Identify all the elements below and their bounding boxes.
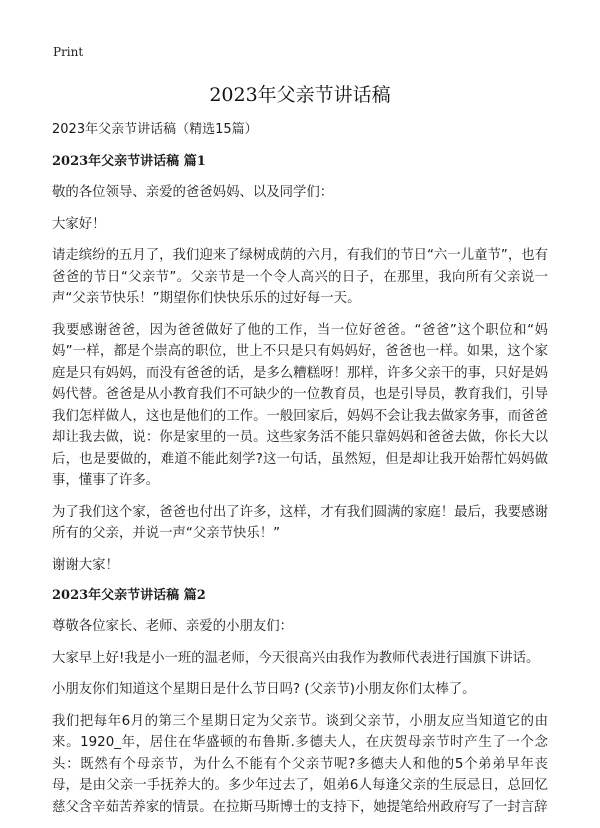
section-heading: 2023年父亲节讲话稿 篇2 — [52, 588, 206, 603]
body-paragraph: 大家早上好!我是小一班的温老师，今天很高兴由我作为教师代表进行国旗下讲话。 — [52, 650, 540, 666]
section-2 — [52, 586, 548, 818]
section-heading: 2023年父亲节讲话稿 篇1 — [52, 154, 206, 169]
document-title: 2023年父亲节讲话稿 — [209, 84, 391, 106]
greeting-paragraph: 敬的各位领导、亲爱的爸爸妈妈、以及同学们： — [52, 185, 334, 200]
body-paragraph: 我要感谢爸爸，因为爸爸做好了他的工作，当一位好爸爸。“爸爸”这个职位和“妈妈”一样，都是个崇高的职位，世上不只是只有妈妈好，爸爸也一样。如果，这个家庭是只有妈妈，而没有爸爸的话，是多么糟糕呀！那样，许多父亲干的事，只好是妈妈代替。爸爸是从小教育我们不可缺少的一位教育员，也是引导员，教育我们，引导我们怎样做人，这也是他们的工作。一般回家后，妈妈不会让我去做家务事，而爸爸却让我去做，说：你是家里的一员。这些家务活不能只靠妈妈和爸爸去做，你长大以后，也是要做的，难道不能此刻学?这一句话，虽然短，但是却让我开始帮忙妈妈做事，懂事了许多。 — [52, 322, 548, 488]
document-body — [52, 120, 548, 828]
document-subtitle: 2023年父亲节讲话稿（精选15篇） — [52, 122, 258, 137]
body-paragraph: 为了我们这个家，爸爸也付出了许多，这样，才有我们圆满的家庭！最后，我要感谢所有的父亲，并说一声“父亲节快乐！” — [52, 504, 548, 541]
body-paragraph: 请走缤纷的五月了，我们迎来了绿树成荫的六月，有我们的节日“六一儿童节”，也有爸爸的节日“父亲节”。父亲节是一个令人高兴的日子，在那里，我向所有父亲说一声“父亲节快乐！”期望你们快快乐乐的过好每一天。 — [52, 248, 548, 306]
salutation-paragraph: 大家好！ — [52, 216, 106, 232]
body-paragraph: 我们把每年6月的第三个星期日定为父亲节。谈到父亲节，小朋友应当知道它的由来。1920_年，居住在华盛顿的布鲁斯.多德夫人，在庆贺母亲节时产生了一个念头：既然有个母亲节，为什么不能有个父亲节呢?多德夫人和他的5个弟弟早年丧母，是由父亲一手抚养大的。多少年过去了，姐弟6人每逢父亲的生辰忌日，总回忆慈父含辛茹苦养家的情景。在拉斯马斯博士的支持下，她提笔给州政府写了一封言辞 — [52, 713, 548, 815]
body-paragraph: 小朋友你们知道这个星期日是什么节日吗? (父亲节)小朋友你们太棒了。 — [52, 682, 476, 697]
closing-paragraph: 谢谢大家！ — [52, 557, 119, 573]
section-1 — [52, 152, 548, 576]
greeting-paragraph: 尊敬各位家长、老师、亲爱的小朋友们： — [52, 619, 294, 634]
print-link[interactable]: Print — [53, 45, 84, 59]
